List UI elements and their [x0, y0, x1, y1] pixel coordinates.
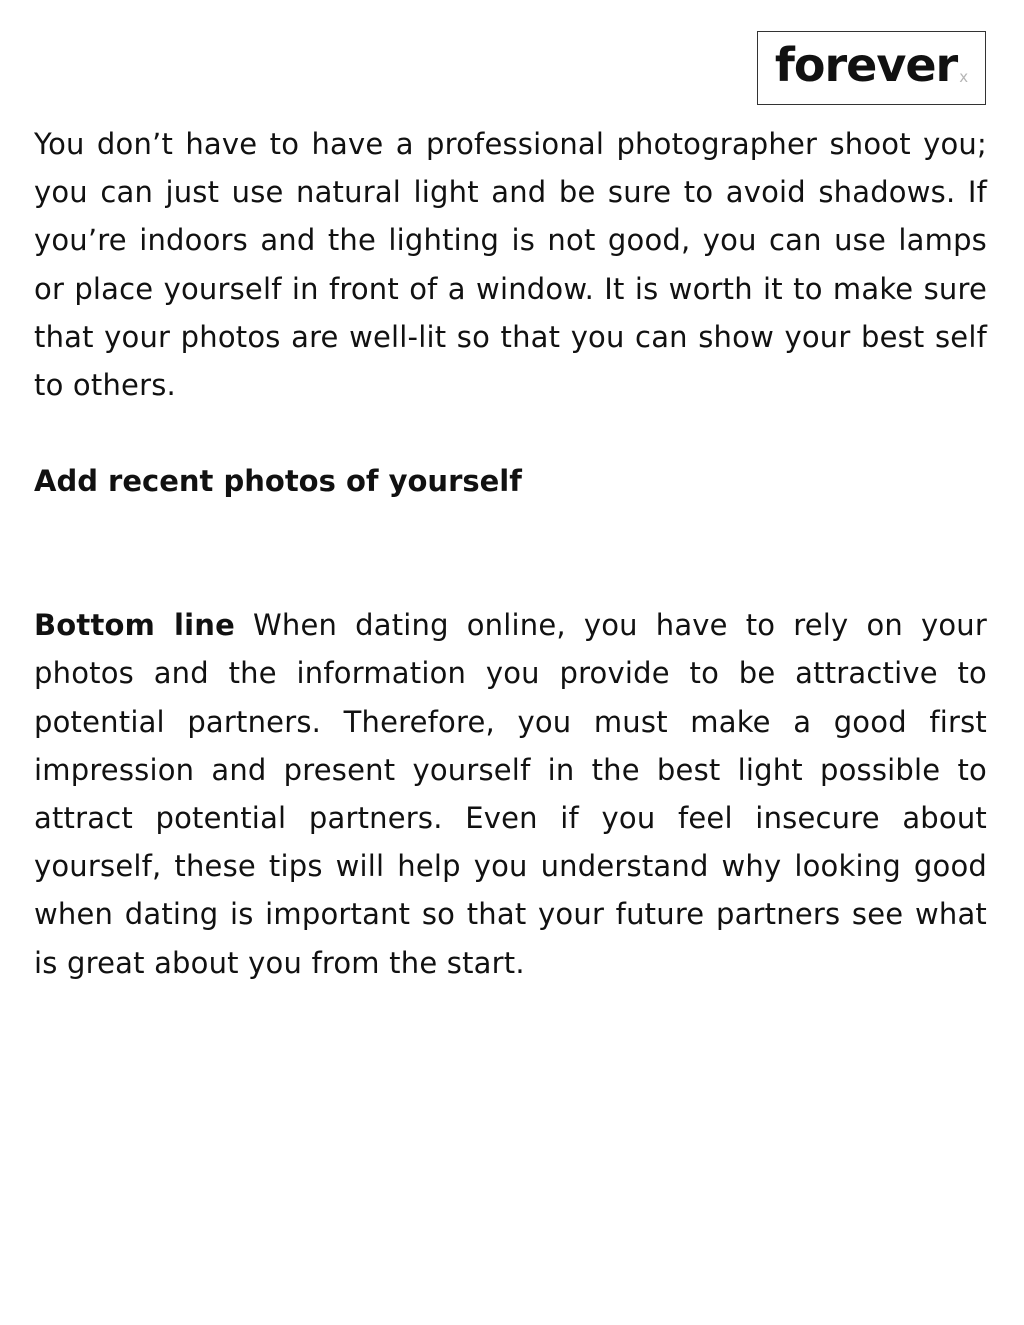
forever-logo [757, 31, 986, 105]
bottom-line-label: Bottom line [34, 608, 235, 643]
bottom-line-paragraph [34, 601, 987, 987]
intro-paragraph: You don’t have to have a professional photographer shoot you; you can just use natural light and be sure to avoid shadows. If you’re indoors and the lighting is not good, you can use lamps or place yourself in front of a window. It is worth it to make sure that your photos are well-lit so that you can show your best self to others. [34, 127, 987, 403]
section-heading: Add recent photos of yourself [34, 464, 522, 499]
logo-suffix: x [959, 68, 969, 86]
document-body [34, 120, 987, 987]
logo-wordmark: forever [774, 38, 958, 92]
bottom-line-text: When dating online, you have to rely on your photos and the information you provide to be attractive to potential partners. Therefore, you must make a good first impression and present yourself in the best light possible to attract potential partners. Even if you feel insecure about yourself, these tips will help you understand why looking good when dating is important so that your future partners see what is great about you from the start. [34, 608, 987, 980]
